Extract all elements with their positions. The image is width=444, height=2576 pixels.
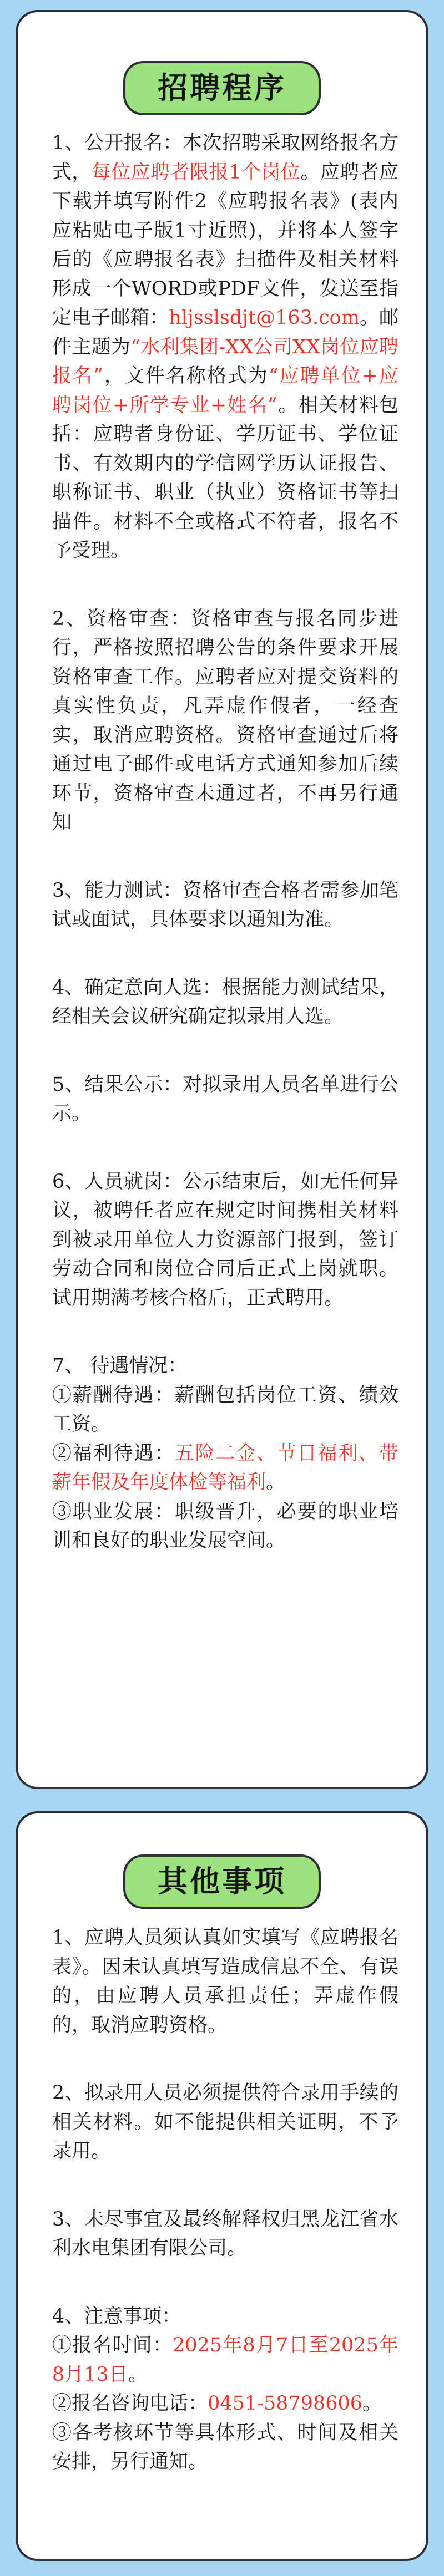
list-item: ③各考核环节等具体形式、时间及相关安排，另行通知。 — [52, 2421, 398, 2473]
paragraph — [52, 129, 398, 566]
card-content — [52, 129, 398, 1594]
section-qualification-review — [52, 604, 398, 837]
text: ①报名时间： — [52, 2334, 173, 2356]
highlight-text: 每位应聘者限报1个岗位 — [91, 161, 301, 184]
section-onboarding — [52, 1167, 398, 1313]
list-item — [52, 1439, 398, 1497]
list-item — [52, 2389, 398, 2419]
paragraph: 2、资格审查：资格审查与报名同步进行，严格按照招聘公告的条件要求开展资格审查工作。应聘者应对提交资料的真实性负责，凡弄虚作假者，一经查实，取消应聘资格。资格审查通过后将通过电子邮件或电话方式通知参加后续环节，资格审查未通过者，不再另行通知 — [52, 607, 398, 834]
highlight-text: 五险二金、节日福利、带薪年假及年度体检等福利 — [52, 1442, 398, 1493]
text: ，文件名称格式为 — [103, 365, 269, 387]
section-notes — [52, 2302, 398, 2477]
text: ②福利待遇： — [52, 1442, 175, 1465]
text: 1、公开报名：本次招聘采取网络报名方式， — [52, 132, 398, 184]
paragraph: 5、结果公示：对拟录用人员名单进行公示。 — [52, 1073, 398, 1125]
paragraph: 6、人员就岗：公示结束后，如无任何异议，被聘任者应在规定时间携相关材料到被录用单位人力资源部门报到，签订劳动合同和岗位合同后正式上岗就职。试用期满考核合格后，正式聘用。 — [52, 1170, 398, 1309]
other-matters-card — [16, 1811, 428, 2561]
section-online-registration — [52, 129, 398, 566]
list-item: ③职业发展：职级晋升，必要的职业培训和良好的职业发展空间。 — [52, 1500, 398, 1552]
list-item — [52, 2331, 398, 2389]
paragraph: 2、拟录用人员必须提供符合录用手续的相关材料。如不能提供相关证明，不予录用。 — [52, 2082, 398, 2162]
section-benefits — [52, 1351, 398, 1556]
paragraph: 4、确定意向人选：根据能力测试结果，经相关会议研究确定拟录用人选。 — [52, 976, 398, 1028]
card-content — [52, 1923, 398, 2516]
section-interpretation — [52, 2205, 398, 2263]
text: 。 — [362, 2392, 382, 2415]
list-item: ①薪酬待遇：薪酬包括岗位工资、绩效工资。 — [52, 1384, 398, 1435]
registration-dates: 2025年8月7日至2025年8月13日 — [52, 2334, 398, 2386]
text: 。 — [266, 1471, 286, 1493]
text: ②报名咨询电话： — [52, 2392, 208, 2415]
section-candidate-selection — [52, 973, 398, 1032]
section-ability-test — [52, 876, 398, 934]
section-heading: 4、注意事项： — [52, 2305, 181, 2328]
paragraph: 3、能力测试：资格审查合格者需参加笔试或面试，具体要求以通知为准。 — [52, 879, 398, 931]
paragraph: 3、未尽事宜及最终解释权归黑龙江省水利水电集团有限公司。 — [52, 2208, 398, 2259]
text: 。相关材料包括：应聘者身份证、学历证书、学位证书、有效期内的学信网学历认证报告、职称证书、职业（执业）资格证书等扫描件。材料不全或格式不符者，报名不予受理。 — [52, 394, 398, 562]
section-materials — [52, 2079, 398, 2166]
paragraph: 1、应聘人员须认真如实填写《应聘报名表》。因未认真填写造成信息不全、有误的，由应聘人员承担责任；弄虚作假的，取消应聘资格。 — [52, 1927, 398, 2036]
card-title: 招聘程序 — [123, 61, 321, 115]
highlight-text: “水利集团-XX公司XX岗位应聘报名” — [52, 336, 398, 387]
text: 。 — [128, 2363, 148, 2386]
text: 。应聘者应下载并填写附件2《应聘报名表》(表内应粘贴电子版1寸近照)，并将本人签字后的《应聘报名表》扫描件及相关材料形成一个WORD或PDF文件，发送至指定电子邮箱： — [52, 161, 398, 329]
section-heading: 7、 待遇情况： — [52, 1355, 188, 1377]
recruitment-procedure-card — [16, 10, 428, 1789]
section-application-form — [52, 1923, 398, 2040]
text: 。邮件主题为 — [52, 307, 398, 358]
highlight-text: “应聘单位+应聘岗位+所学专业+姓名” — [52, 365, 398, 416]
phone-number[interactable]: 0451-58798606 — [208, 2392, 363, 2415]
card-title: 其他事项 — [123, 1854, 321, 1909]
section-result-publicity — [52, 1070, 398, 1129]
email-link[interactable]: hljsslsdjt@163.com — [169, 307, 360, 329]
